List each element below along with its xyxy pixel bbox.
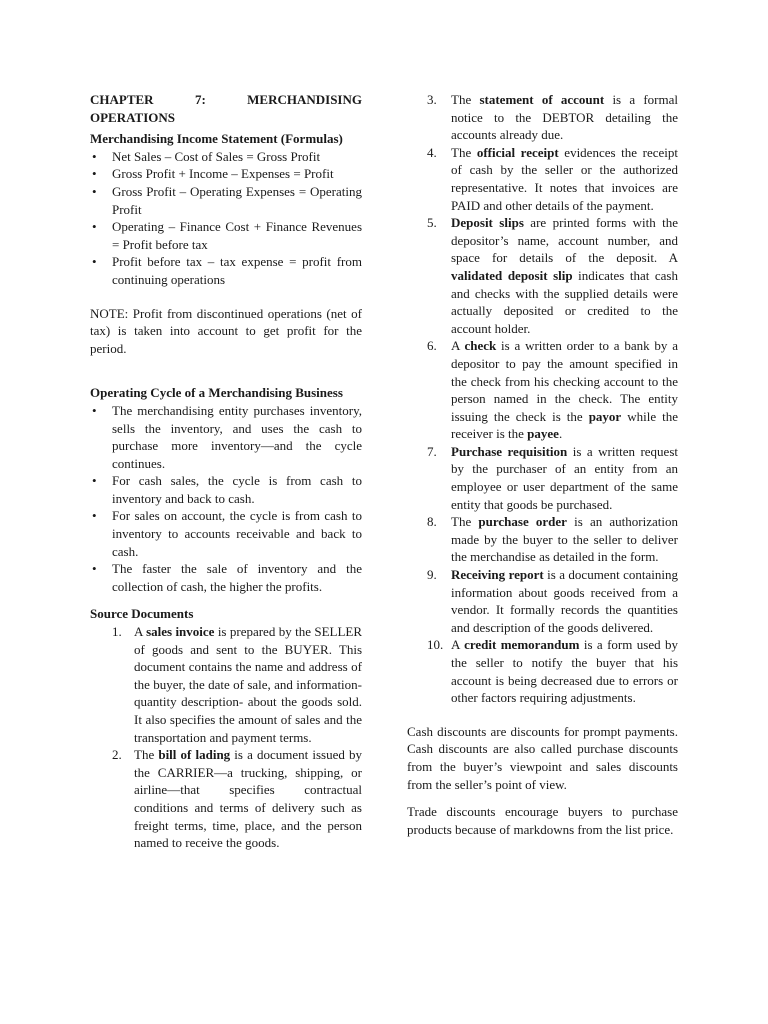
formula-item: • Profit before tax – tax expense = profit from continuing operations	[90, 253, 362, 288]
cycle-point: • The merchandising entity purchases inventory, sells the inventory, and uses the cash to purchase more inventory—and the cycle continues.	[90, 402, 362, 472]
item-number: 3.	[427, 92, 437, 107]
item-number: 6.	[427, 338, 437, 354]
document-term: Deposit slips	[451, 215, 524, 231]
chapter-title-line1: CHAPTER 7: MERCHANDISING	[90, 92, 362, 107]
item-number: 8.	[427, 514, 437, 530]
formula-item: • Net Sales – Cost of Sales = Gross Profit	[90, 148, 362, 166]
source-document-item: 8. The purchase order is an authorization made by the buyer to the seller to deliver the merchandise as detailed in the form.	[427, 514, 678, 565]
income-statement-heading: Merchandising Income Statement (Formulas)	[90, 131, 343, 147]
document-term: payor	[588, 408, 622, 424]
chapter-title-line2: OPERATIONS	[90, 109, 175, 125]
document-term: sales invoice	[146, 624, 215, 640]
document-term: official receipt	[476, 144, 559, 160]
item-number: 10.	[427, 637, 444, 653]
source-document-item: 6. A check is a written order to a bank by a depositor to pay the amount specified in the check from his checking account to the person named in the check. The entity issuing the check is the payor while the receiver is the payee.	[427, 338, 678, 442]
cycle-point: • For cash sales, the cycle is from cash to inventory and back to cash.	[90, 472, 362, 507]
item-number: 4.	[427, 144, 437, 160]
right-column	[407, 91, 678, 838]
operating-cycle-heading: Operating Cycle of a Merchandising Business	[90, 385, 343, 401]
document-term: Purchase requisition	[451, 443, 568, 459]
document-term: purchase order	[478, 514, 567, 530]
operating-cycle-list	[90, 402, 362, 596]
source-document-item: 7. Purchase requisition is a written request by the purchaser of an entity from an employee or user department of the same entity that goods be purchased.	[427, 443, 678, 512]
source-document-item: 9. Receiving report is a document containing information about goods received from a vendor. It formally records the quantities and description of the goods delivered.	[427, 567, 678, 635]
source-document-item: 5. Deposit slips are printed forms with the depositor’s name, account number, and space for details of the deposit. A validated deposit slip indicates that cash and checks with the supplied details were actually deposited or credited to the account holder.	[427, 215, 679, 336]
source-documents-heading: Source Documents	[90, 606, 194, 622]
item-number: 1.	[112, 624, 122, 640]
document-term: Receiving report	[451, 567, 544, 583]
formula-item: • Operating – Finance Cost + Finance Revenues = Profit before tax	[90, 218, 362, 253]
document-term: check	[464, 338, 497, 354]
profit-note: NOTE: Profit from discontinued operations (net of tax) is taken into account to get profit for the period.	[90, 305, 362, 356]
document-term: bill of lading	[158, 747, 231, 763]
source-document-item: 4. The official receipt evidences the receipt of cash by the seller or the authorized representative. It notes that invoices are PAID and other details of the payment.	[427, 144, 678, 213]
document-term: validated deposit slip	[451, 267, 573, 283]
source-documents-list-part2	[407, 91, 678, 707]
formula-list	[90, 148, 362, 289]
cycle-point: • The faster the sale of inventory and the collection of cash, the higher the profits.	[90, 560, 362, 595]
formula-item: • Gross Profit + Income – Expenses = Profit	[90, 165, 362, 183]
source-document-item: 1. A sales invoice is prepared by the SELLER of goods and sent to the BUYER. This document contains the name and address of the buyer, the date of sale, and information- quantity description- about the goods sold. It also specifies the amount of sales and the transportation and payment terms.	[112, 624, 363, 745]
source-document-item: 3. The statement of account is a formal notice to the DEBTOR detailing the accounts already due.	[427, 92, 678, 143]
item-number: 7.	[427, 443, 437, 459]
cash-discounts-paragraph: Cash discounts are discounts for prompt payments. Cash discounts are also called purchase discounts from the buyer’s viewpoint and sales discounts from the seller’s point of view.	[407, 723, 678, 792]
formula-item: • Gross Profit – Operating Expenses = Operating Profit	[90, 183, 362, 218]
document-term: credit memorandum	[464, 637, 580, 653]
document-term: payee	[527, 426, 559, 442]
item-number: 2.	[112, 747, 122, 763]
item-number: 5.	[427, 215, 437, 231]
source-documents-list-part1	[90, 623, 362, 852]
document-term: statement of account	[479, 92, 605, 107]
source-document-item: 10. A credit memorandum is a form used by the seller to notify the buyer that his account is being decreased due to errors or other factors requiring adjustments.	[427, 637, 679, 706]
cycle-point: • For sales on account, the cycle is from cash to inventory to accounts receivable and back to cash.	[90, 507, 362, 560]
left-column	[90, 91, 362, 852]
source-document-item: 2. The bill of lading is a document issued by the CARRIER—a trucking, shipping, or airline—that specifies contractual conditions and terms of delivery such as freight terms, time, place, and the person named to receive the goods.	[112, 747, 362, 851]
trade-discounts-paragraph: Trade discounts encourage buyers to purchase products because of markdowns from the list price.	[407, 804, 678, 837]
item-number: 9.	[427, 567, 437, 583]
